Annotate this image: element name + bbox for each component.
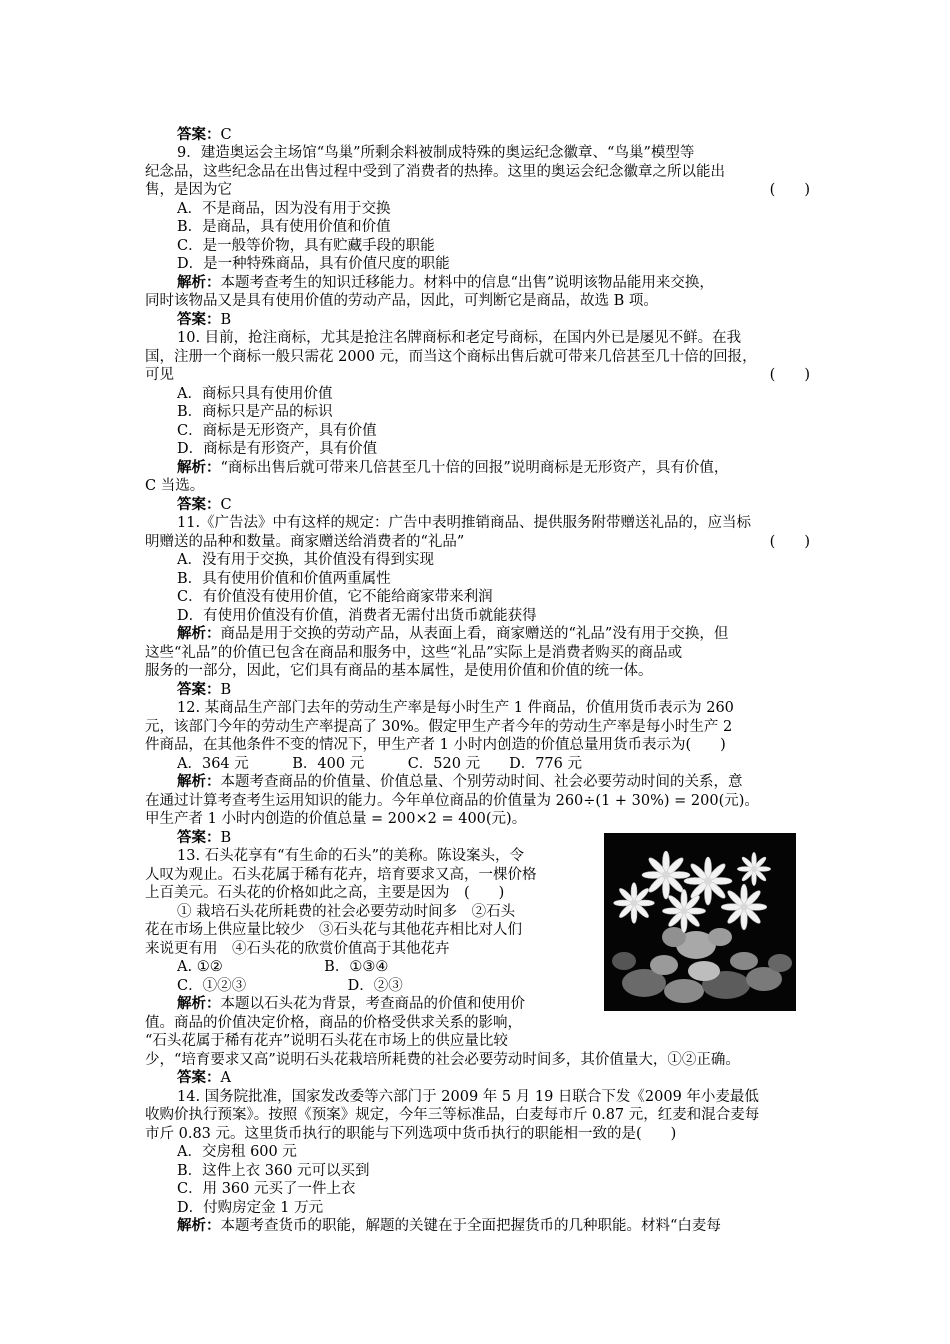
analysis-line: C 当选。 xyxy=(145,478,205,494)
analysis-line: 在通过计算考查考生运用知识的能力。今年单位商品的价值量为 260÷(1 + 30%) = 200(元)。 xyxy=(145,793,759,809)
answer-paren: ( ) xyxy=(769,534,810,550)
option-a: A．没有用于交换，其价值没有得到实现 xyxy=(177,552,434,568)
option-b: B．商标只是产品的标识 xyxy=(177,404,333,420)
option-d: D．付购房定金 1 万元 xyxy=(177,1200,324,1216)
question-13-stem: 13. 石头花享有“有生命的石头”的美称。陈设案头，令 xyxy=(177,848,524,864)
option-c: C．商标是无形资产，具有价值 xyxy=(177,423,377,439)
answer-line: 答案：C xyxy=(177,126,232,143)
analysis-line: 解析：本题考查考生的知识迁移能力。材料中的信息“出售”说明该物品能用来交换， xyxy=(177,274,714,291)
question-12-stem: 12. 某商品生产部门去年的劳动生产率是每小时生产 1 件商品，价值用货币表示为 260 xyxy=(177,700,734,716)
choice-items: 花在市场上供应量比较少 ③石头花与其他花卉相比对人们 xyxy=(145,922,522,938)
stone-flower-photo xyxy=(604,833,796,1011)
options-row: A．364 元 B．400 元 C．520 元 D．776 元 xyxy=(177,756,582,772)
question-13-stem: 上百美元。石头花的价格如此之高，主要是因为 ( ) xyxy=(145,885,505,901)
option-a: A．商标只具有使用价值 xyxy=(177,386,333,402)
stone-flower-image xyxy=(604,833,796,1011)
question-11-stem: 明赠送的品种和数量。商家赠送给消费者的“礼品” ( ) xyxy=(145,534,810,550)
analysis-line: 解析：本题考查商品的价值量、价值总量、个别劳动时间、社会必要劳动时间的关系，意 xyxy=(177,773,743,790)
analysis-line: 这些“礼品”的价值已包含在商品和服务中，这些“礼品”实际上是消费者购买的商品或 xyxy=(145,645,683,661)
analysis-line: 解析：“商标出售后就可带来几倍甚至几十倍的回报”说明商标是无形资产，具有价值， xyxy=(177,459,729,476)
question-11-stem: 11.《广告法》中有这样的规定：广告中表明推销商品、提供服务附带赠送礼品的，应当标 xyxy=(177,515,752,531)
option-a: A．不是商品，因为没有用于交换 xyxy=(177,201,391,217)
question-14-stem: 收购价执行预案》。按照《预案》规定，今年三等标准品，白麦每市斤 0.87 元，红麦和混合麦每 xyxy=(145,1107,760,1123)
question-10-stem: 10. 目前，抢注商标，尤其是抢注名牌商标和老定号商标，在国内外已是屡见不鲜。在我 xyxy=(177,330,742,346)
analysis-line: 解析：本题考查货币的职能，解题的关键在于全面把握货币的几种职能。材料“白麦每 xyxy=(177,1217,721,1234)
answer-line: 答案：C xyxy=(177,496,232,513)
analysis-line: 甲生产者 1 小时内创造的价值总量 = 200×2 = 400(元)。 xyxy=(145,811,527,827)
answer-paren: ( ) xyxy=(769,182,810,198)
answer-line: 答案：B xyxy=(177,681,232,698)
analysis-line: 值。商品的价值决定价格，商品的价格受供求关系的影响， xyxy=(145,1015,522,1031)
analysis-line: 服务的一部分，因此，它们具有商品的基本属性，是使用价值和价值的统一体。 xyxy=(145,663,653,679)
option-d: D．商标是有形资产，具有价值 xyxy=(177,441,378,457)
analysis-line: 解析：商品是用于交换的劳动产品，从表面上看，商家赠送的“礼品”没有用于交换，但 xyxy=(177,625,729,642)
answer-line: 答案：A xyxy=(177,1069,231,1086)
option-b: B．是商品，具有使用价值和价值 xyxy=(177,219,391,235)
answer-line: 答案：B xyxy=(177,311,232,328)
question-13-stem: 人叹为观止。石头花属于稀有花卉，培育要求又高，一棵价格 xyxy=(145,867,537,883)
answer-paren: ( ) xyxy=(769,367,810,383)
question-12-stem: 元，该部门今年的劳动生产率提高了 30%。假定甲生产者今年的劳动生产率是每小时生产 2 xyxy=(145,719,733,735)
option-d: D．是一种特殊商品，具有价值尺度的职能 xyxy=(177,256,450,272)
option-b: B．具有使用价值和价值两重属性 xyxy=(177,571,391,587)
options-row: C．①②③ D．②③ xyxy=(177,978,403,994)
option-c: C．用 360 元买了一件上衣 xyxy=(177,1181,356,1197)
question-10-stem: 国，注册一个商标一般只需花 2000 元，而当这个商标出售后就可带来几倍甚至几十倍的回报， xyxy=(145,349,757,365)
analysis-line: 少，“培育要求又高”说明石头花栽培所耗费的社会必要劳动时间多，其价值量大，①②正确。 xyxy=(145,1052,740,1068)
question-12-stem: 件商品，在其他条件不变的情况下，甲生产者 1 小时内创造的价值总量用货币表示为( ) xyxy=(145,737,726,753)
question-10-stem: 可见 ( ) xyxy=(145,367,810,383)
answer-line: 答案：B xyxy=(177,829,232,846)
question-14-stem: 市斤 0.83 元。这里货币执行的职能与下列选项中货币执行的职能相一致的是( ) xyxy=(145,1126,677,1142)
option-d: D．有使用价值没有价值，消费者无需付出货币就能获得 xyxy=(177,608,537,624)
choice-items: 来说更有用 ④石头花的欣赏价值高于其他花卉 xyxy=(145,941,450,957)
option-c: C．是一般等价物，具有贮藏手段的职能 xyxy=(177,238,435,254)
option-b: B．这件上衣 360 元可以买到 xyxy=(177,1163,370,1179)
question-9-stem: 9．建造奥运会主场馆“鸟巢”所剩余料被制成特殊的奥运纪念徽章、“鸟巢”模型等 xyxy=(177,145,695,161)
options-row: A. ①② B．①③④ xyxy=(177,959,389,975)
question-9-stem: 纪念品，这些纪念品在出售过程中受到了消费者的热捧。这里的奥运会纪念徽章之所以能出 xyxy=(145,164,725,180)
question-9-stem: 售，是因为它 ( ) xyxy=(145,182,810,198)
option-a: A．交房租 600 元 xyxy=(177,1144,297,1160)
question-14-stem: 14. 国务院批准，国家发改委等六部门于 2009 年 5 月 19 日联合下发《2009 年小麦最低 xyxy=(177,1089,759,1105)
choice-items: ① 栽培石头花所耗费的社会必要劳动时间多 ②石头 xyxy=(177,904,516,920)
analysis-line: 同时该物品又是具有使用价值的劳动产品，因此，可判断它是商品，故选 B 项。 xyxy=(145,293,658,309)
analysis-line: “石头花属于稀有花卉”说明石头花在市场上的供应量比较 xyxy=(145,1033,508,1049)
option-c: C．有价值没有使用价值，它不能给商家带来利润 xyxy=(177,589,493,605)
analysis-line: 解析：本题以石头花为背景，考查商品的价值和使用价 xyxy=(177,995,525,1012)
